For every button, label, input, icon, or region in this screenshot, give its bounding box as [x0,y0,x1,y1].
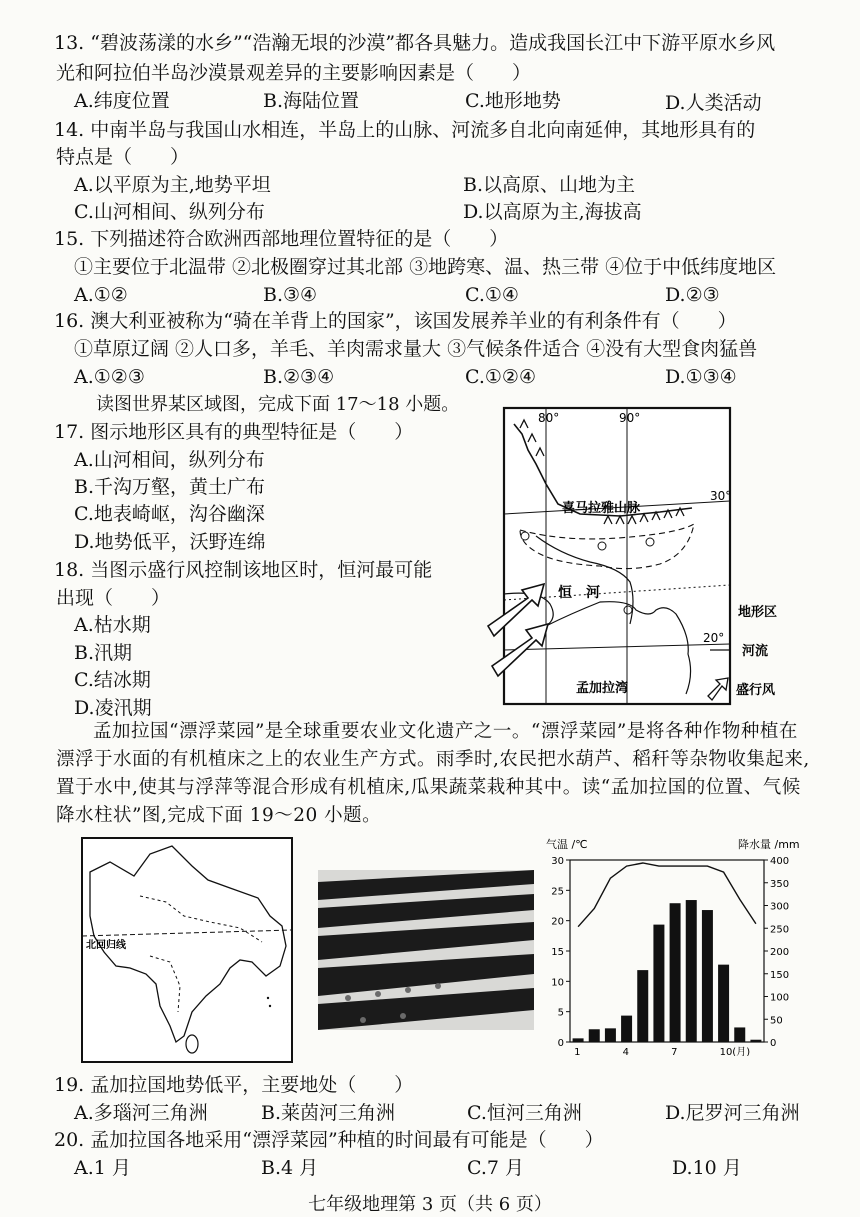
chart-y-left-label: 气温 /℃ [546,838,588,851]
precip-bar-12 [750,1040,761,1042]
q20-option-d[interactable]: D.10 月 [672,1157,742,1179]
chart-left-tick-label: 15 [551,947,564,958]
q14-option-d[interactable]: D.以高原为主,海拔高 [463,201,642,223]
bay-of-bengal-label: 孟加拉湾 [576,681,629,696]
chart-left-tick-label: 25 [551,886,564,898]
plant-dot [405,987,411,993]
island-dot [269,1005,271,1007]
chart-x-tick-label: 1 [574,1047,581,1056]
q20-stem: 20. 孟加拉国各地采用“漂浮菜园”种植的时间最有可能是（ ） [54,1129,604,1151]
plant-dot [435,983,441,989]
q15-statements: ①主要位于北温带 ②北极圈穿过其北部 ③地跨寒、温、热三带 ④位于中低纬度地区 [74,256,777,278]
legend-terrain-label: 地形区 [738,605,778,620]
chart-left-tick-label: 10 [551,977,564,989]
page-footer: 七年级地理第 3 页（共 6 页） [308,1194,552,1215]
chart-right-tick-label: 250 [770,924,790,936]
q18-stem-line1: 18. 当图示盛行风控制该地区时，恒河最可能 [54,559,433,581]
q16-option-c[interactable]: C.①②④ [465,366,536,388]
precip-bar-4 [621,1016,632,1042]
q13-option-a[interactable]: A.纬度位置 [74,90,170,112]
q16-option-b[interactable]: B.②③④ [263,366,335,388]
q13-option-c[interactable]: C.地形地势 [465,90,561,112]
lon-80-label: 80° [538,411,560,425]
q15-stem-line1: 15. 下列描述符合欧洲西部地理位置特征的是（ ） [54,228,509,250]
precip-bar-10 [718,965,729,1042]
precip-bar-8 [686,900,697,1042]
legend-river-label: 河流 [742,644,769,659]
q14-option-b[interactable]: B.以高原、山地为主 [463,174,636,196]
lat-20-label: 20° [703,631,725,645]
chart-x-tick-label: 7 [671,1047,678,1056]
q18-option-c[interactable]: C.结冰期 [74,669,151,691]
q16-stem-line1: 16. 澳大利亚被称为“骑在羊背上的国家”，该国发展养羊业的有利条件有（ ） [54,310,737,332]
q17-option-a[interactable]: A.山河相间，纵列分布 [74,449,265,471]
region-map-figure [480,404,820,708]
q17-option-c[interactable]: C.地表崎岖，沟谷幽深 [74,503,265,525]
intro-17-18: 读图世界某区域图，完成下面 17～18 小题。 [96,394,460,415]
precip-bar-11 [734,1027,745,1042]
legend-wind-label: 盛行风 [736,683,776,698]
chart-left-tick-label: 0 [557,1038,564,1049]
q17-stem: 17. 图示地形区具有的典型特征是（ ） [54,421,414,443]
floating-garden-passage: 孟加拉国“漂浮菜园”是全球重要农业文化遗产之一。“漂浮菜园”是将各种作物种植在漂浮于水面的有机植床之上的农业生产方式。雨季时,农民把水葫芦、稻秆等杂物收集起来,置于水中,使其与浮萍等混合形成有机植床,瓜果蔬菜栽种其中。读“孟加拉国的位置、气候降水柱状”图,完成下面 19～20 小题。 [56,721,810,826]
q19-option-d[interactable]: D.尼罗河三角洲 [665,1102,800,1124]
q15-option-d[interactable]: D.②③ [665,284,720,306]
chart-left-tick-label: 20 [551,916,564,928]
plant-dot [360,1017,366,1023]
q17-option-b[interactable]: B.千沟万壑，黄土广布 [74,476,266,498]
q13-option-d[interactable]: D.人类活动 [665,92,762,114]
q20-option-c[interactable]: C.7 月 [467,1157,525,1179]
q18-option-d[interactable]: D.凌汛期 [74,697,152,719]
chart-right-tick-label: 0 [770,1038,777,1049]
q18-option-a[interactable]: A.枯水期 [74,614,151,636]
floating-garden-photo [318,870,534,1030]
q20-option-b[interactable]: B.4 月 [261,1157,319,1179]
island-dot [267,997,269,999]
q15-option-a[interactable]: A.①② [74,284,128,306]
precip-bar-3 [605,1028,616,1042]
q19-option-c[interactable]: C.恒河三角洲 [467,1102,582,1124]
himalaya-label: 喜马拉雅山脉 [562,501,641,516]
q16-statements: ①草原辽阔 ②人口多，羊毛、羊肉需求量大 ③气候条件适合 ④没有大型食肉猛兽 [74,338,758,360]
chart-right-tick-label: 350 [770,878,790,890]
plant-dot [345,995,351,1001]
tropic-label: 北回归线 [86,940,126,951]
q16-option-a[interactable]: A.①②③ [74,366,145,388]
q14-stem-line1: 14. 中南半岛与我国山水相连，半岛上的山脉、河流多自北向南延伸，其地形具有的 [54,119,756,141]
q18-stem-line2: 出现（ ） [56,587,171,609]
q16-option-d[interactable]: D.①③④ [665,366,737,388]
south-asia-map [80,836,296,1066]
q13-stem-line2: 光和阿拉伯半岛沙漠景观差异的主要影响因素是（ ） [56,62,532,84]
q15-option-c[interactable]: C.①④ [465,284,519,306]
q13-option-b[interactable]: B.海陆位置 [263,90,360,112]
precip-bar-9 [702,910,713,1042]
plant-dot [400,1013,406,1019]
plant-dot [375,991,381,997]
ganges-label: 恒 河 [558,585,600,601]
chart-plot-frame [570,860,764,1042]
q14-option-a[interactable]: A.以平原为主,地势平坦 [74,174,271,196]
q19-option-a[interactable]: A.多瑙河三角洲 [74,1102,208,1124]
q19-option-b[interactable]: B.莱茵河三角洲 [261,1102,396,1124]
temperature-line [578,863,756,927]
q14-option-c[interactable]: C.山河相间、纵列分布 [74,201,265,223]
lon-90-label: 90° [619,411,641,425]
q15-option-b[interactable]: B.③④ [263,284,318,306]
chart-left-tick-label: 5 [557,1007,564,1019]
chart-left-tick-label: 30 [551,856,564,867]
chart-right-tick-label: 150 [770,969,790,981]
precip-bar-5 [637,970,648,1042]
precip-bar-1 [573,1038,584,1042]
lat-30-label: 30° [710,489,732,503]
chart-right-tick-label: 400 [770,856,790,867]
precip-bar-6 [653,925,664,1042]
chart-right-tick-label: 200 [770,947,790,958]
chart-right-tick-label: 300 [770,901,790,913]
precip-bar-2 [589,1029,600,1042]
q18-option-b[interactable]: B.汛期 [74,642,133,664]
chart-x-tick-label: 10(月) [719,1047,751,1056]
climate-chart [538,836,800,1056]
q14-stem-line2: 特点是（ ） [56,146,190,168]
chart-y-right-label: 降水量 /mm [738,838,800,851]
precip-bar-7 [670,903,681,1042]
chart-right-tick-label: 50 [770,1015,783,1027]
q17-option-d[interactable]: D.地势低平，沃野连绵 [74,531,266,553]
q19-stem: 19. 孟加拉国地势低平，主要地处（ ） [54,1074,414,1096]
chart-x-tick-label: 4 [622,1047,629,1056]
chart-right-tick-label: 100 [770,992,790,1004]
q20-option-a[interactable]: A.1 月 [74,1157,131,1179]
q13-stem-line1: 13. “碧波荡漾的水乡”“浩瀚无垠的沙漠”都各具魅力。造成我国长江中下游平原水乡风 [54,32,776,54]
